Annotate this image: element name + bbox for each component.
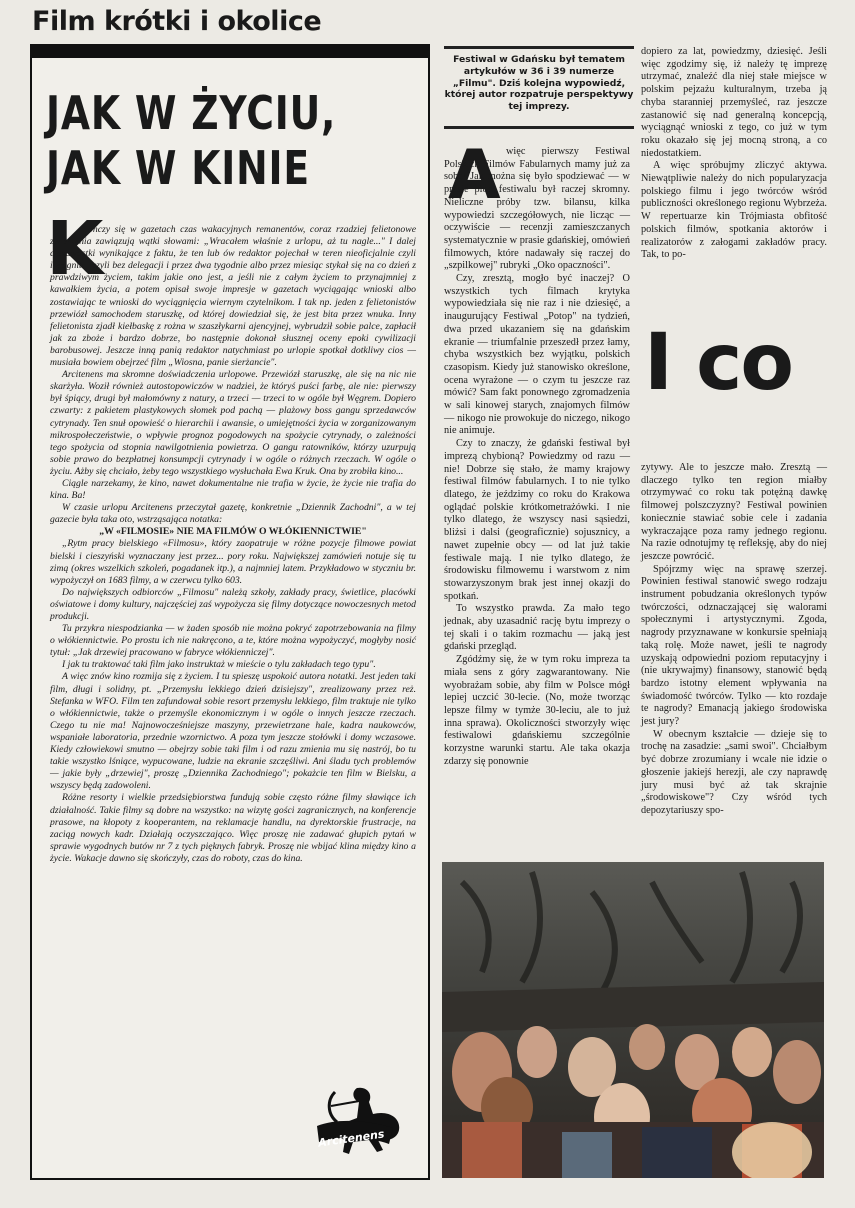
logo-label: Arcitenens xyxy=(317,1127,386,1150)
article-paragraph: A więc spróbujmy zliczyć aktywa. Niewątpliwie należy do nich popularyzacja polskiego filmu i jego twórców wśród publiczności określonego regionu Wybrzeża. W repertuarze kin Trójmiasta obfitość polskich filmów, spotkania aktorów i realizatorów z załogami zakładów pracy. Tak, to po- xyxy=(641,160,827,261)
festival-crowd-photo xyxy=(442,862,824,1178)
article-paragraph: To wszystko prawda. Za mało tego jednak, aby uzasadnić rację bytu imprezy o tej skali i o takim rozmachu — jaką jest gdański przegląd. xyxy=(444,603,630,653)
intro-rule-top xyxy=(444,46,634,49)
main-paragraph: W czasie urlopu Arcitenens przeczytał gazetę, konkretnie „Dziennik Zachodni", a w tej gazecie była taka oto, wstrząsająca notatka: xyxy=(50,502,416,526)
main-paragraph: I jak tu traktować taki film jako instruktaż w mieście o tylu zakładach tego typu". xyxy=(62,659,376,671)
column-box-top-bar xyxy=(30,44,430,58)
main-paragraph: Tu przykra niespodzianka — w żaden sposób nie można pokryć zapotrzebowania na filmy o włókiennictwie. Po prostu ich nie nakręcono, a te, które można wypożyczyć, mogłyby nosić tytuł: „Jak drzewiej pracowano w fabryce włókienniczej". xyxy=(50,623,416,659)
main-paragraph: Różne resorty i wielkie przedsiębiorstwa fundują sobie często różne filmy sławiące ich działalność. Takie filmy są dobre na wszystko: na wizytę gości zagranicznych, na konferencje prasowe, na kłopoty z kooperantem, na reklamacje handlu, na dyrektorskie frustracje, na zaciąg nowych kadr. Działają oczyszczająco. Więc proszę nie zadawać głupich pytań w sprawie wygodnych butów nr 7 z tych pięknych fabryk. Proszę nie wbijać klina między kino a życie. Wakacje dawno się skończyły, czas do roboty, czas do kina. xyxy=(50,792,416,864)
main-paragraph: Arcitenens ma skromne doświadczenia urlopowe. Przewiózł staruszkę, ale się na nic nie skarżyła. Woził również autostopowiczów w nadziei, że któryś puści farbę, ale nie: pierwszy był śpiący, drugi był małomówny z natury, a trzeci — trzeci to w ogóle był Węgrem. Dopiero czwarty: z pakietem plastykowych słomek pod pachą — plażowy boss gangu sprzedawców cytrynady. Ten snuł opowieść o hierarchii i awansie, o umiejętności życia w zorganizowanym mikrospołeczeństwie, o wpływie prognoz pogodowych na spożycie cytrynady, o zależności tego spożycia od stopnia nawilgotnienia powietrza. O gangu ratowników, którzy uzurpują sobie prawo do bezpłatnej konsumpcji cytrynady i w ogóle o różnych rzeczach. W ogóle o życiu. Ażby się chciało, żeby tego wszystkiego wysłuchała Ewa Kruk. Ona by zrobiła kino... xyxy=(50,369,416,477)
main-paragraph: Ciągle narzekamy, że kino, nawet dokumentalne nie trafia w życie, że życie nie trafia do kina. Ba! xyxy=(50,477,416,502)
dropcap-k: K xyxy=(46,206,104,292)
article-paragraph: dopiero za lat, powiedzmy, dziesięć. Jeśli więc zgodzimy się, iż należy tę imprezę utrzymać, znaleźć dla niej stałe miejsce w polskim pejzażu kulturalnym, trzeba ją chyba staranniej przemyśleć, raz jeszcze zastanowić się nad generalną koncepcją, wyciągnąć wnioski z tego, co już w tym roku okazało się jej mocną stroną, a co niedostatkiem. xyxy=(641,46,827,159)
section-header: Film krótki i okolice xyxy=(32,6,322,37)
main-paragraph: Do największych odbiorców „Filmosu" należą szkoły, zakłady pracy, świetlice, placówki oświatowe i domy kultury, najczęściej zaś wypożycza się filmy dotyczące nowoczesnych metod produkcji. xyxy=(50,586,416,622)
article-paragraph: Czy to znaczy, że gdański festiwal był imprezą chybioną? Powiedzmy od razu — nie! Dobrze się stało, że mamy krajowy festiwal filmów fabularnych. I to nie tylko dlatego, że jeździmy co roku do Krakowa oglądać polskie krótkometrażówki. I nie tylko dlatego, że wszyscy nasi sąsiedzi, bliżsi i dalsi (geograficznie) sojusznicy, a nawet zupełnie obcy — od lat już takie festiwale mają. I nie tylko dlatego, że środowisku filmowemu i warstwom z nim stowarzyszonym brak jest innej okazji do spotkań. xyxy=(444,438,630,602)
article-paragraph: zytywy. Ale to jeszcze mało. Zresztą — dlaczego tylko ten region miałby otrzymywać co roku tak potężną dawkę filmowej polszczyzny? Festiwal powinien koniecznie stawiać sobie cele i zadania wykraczające poza ramy jednego regionu. Na razie odnotujmy tę refleksję, aby do niej jeszcze powrócić. xyxy=(641,462,827,562)
main-article-body xyxy=(50,224,416,865)
main-paragraph: A więc znów kino rozmija się z życiem. I tu spieszę uspokoić autora notatki. Jest jeden taki film, długi i solidny, pt. „Przemysłu lekkiego dzień dzisiejszy", zrealizowany przez reż. Stefanka w WFO. Film ten zafundował sobie resort przemysłu lekkiego, film traktuje nie tylko o włókiennictwie, także o przemyśle ekonomicznym i w ogóle o innych jeszcze rzeczach. Czego tu nie ma! Najnowocześniejsze maszyny, przewietrzane hale, kadra naukowców, wspaniałe laboratoria, przednie wzornictwo. A poza tym jeszcze stołówki i domy wczasowe. Kiedy człowiekowi smutno — obejrzy sobie taki film i od razu zmienia mu się nastrój, bo tu takie wszystko lśniące, wypucowane, ludzie na ekranie szczęśliwi. Ani śladu tych problemów — jakie były „drzewiej", proszę „Dziennika Zachodniego"; pokażcie ten film w Bielsku, a wszyscy będą zadowoleni. xyxy=(50,671,416,792)
intro-note: Festiwal w Gdańsku był tematem artykułów w 36 i 39 numerze „Filmu". Dziś kolejna wypowiedź, której autor rozpatruje perspektywy tej imprezy. xyxy=(444,54,634,113)
article-paragraph: więc pierwszy Festiwal Polskich Filmów Fabularnych mamy już za sobą! Jak można się było spodziewać — w prasie plon festiwalu był raczej skromny. Nieliczne próby tzw. bilansu, kilka wypowiedzi szczegółowych, nie licząc — oczywiście — recenzji zamieszczanych systematycznie w prasie gdańskiej, omówień filmowych, które nadawały się raczej do „szpilkowej" rubryki „Oko opaczności". xyxy=(444,146,630,272)
quoted-notice-title: „W «FILMOSIE» NIE MA FILMÓW O WŁÓKIENNICTWIE" xyxy=(99,526,367,538)
main-paragraph: „Rytm pracy bielskiego «Filmosu», który zaopatruje w różne pozycje filmowe powiat bielski i cieszyński wyznaczany jest przez... pory roku. Największej zamówień notuje się tu zimą (okres wszelkich szkoleń, pogadanek itp.), a najmniej latem. Przykładowo w styczniu br. wypożyczył on 1683 filmy, a w czerwcu tylko 603. xyxy=(50,538,416,586)
archer-centaur-icon xyxy=(297,1078,407,1158)
main-paragraph: ończy się w gazetach czas wakacyjnych remanentów, coraz rzadziej felietonowe zwierzenia zawiązują wątki słowami: „Wracałem właśnie z urlopu, aż tu nagle..." I dalej ciekawostki wynikające z faktu, że ten lub ów redaktor pojechał w teren nieoficjalnie czyli incognito, czyli bez delegacji i przez dwa tygodnie albo przez miesiąc stykał się na co dzień z prawdziwym życiem, takim jakie ono jest, a jeśli nie z całym życiem to przynajmniej z kawałkiem życia, a potem opisał swoje impresje w gazetach wyciągając wnioski albo zostawiając te wnioski do wyciągnięcia wiernym czytelnikom. I tak np. jeden z felietonistów przewiózł samochodem staruszkę, od której dowiedział się, że jest bita przez wnuka. Inny felietonista zjadł kiełbaskę z rożna w szaszłykarni ajencyjnej, wybrudził sobie palce, zapłacił jak za zboże i bardzo dobrze, bo następnie dokonał słusznej oceny epoki cywilizacji barobusowej. Jeszcze inną panią redaktor natychmiast po urlopie spotkał dotkliwy cios — musiała bowiem obejrzeć film „Wiosna, panie sierżancie". xyxy=(50,224,416,369)
article-paragraph: Spójrzmy więc na sprawę szerzej. Powinien festiwal stanowić swego rodzaju instrument pobudzania określonych typów twórczości, odznaczającej się walorami społecznymi i artystycznymi. Zgoda, nagrody przyznawane w konkursie spełniają taką rolę. Może nawet, jeśli te nagrody uzyskają odpowiedni poziom reputacyjny i (nie ukrywajmy) finansowy, stanowić będą bardzo istotny element wpływania na świadomość twórców. Tylko — kto rozdaje te nagrody? Emanacją jakiego środowiska jest jury? xyxy=(641,563,827,728)
article-column-3-bottom xyxy=(641,462,827,818)
article-paragraph: W obecnym kształcie — dzieje się to trochę na zasadzie: „sami swoi". Chciałbym być dobrze zrozumiany i wcale nie idzie o głoszenie jakiejś herezji, ale czy naprawdę jury musi być aż tak skrajnie „środowiskowe"? Czy wśród tych depozytariuszy spo- xyxy=(641,728,827,816)
dropcap-a: A xyxy=(448,136,501,215)
headline-line-2: JAK W KINIE xyxy=(46,141,310,195)
article-column-3-top xyxy=(641,46,827,262)
headline xyxy=(46,86,336,196)
intro-rule-bottom xyxy=(444,126,634,129)
article-paragraph: Zgódźmy się, że w tym roku impreza ta miała sens z góry zagwarantowany. Nie wyobrażam sobie, aby film w Polsce mógł lepiej uczcić 30-lecie. (No, może tworząc lepsze filmy w tymże 30-leciu, ale to już inna sprawa). Okoliczności stworzyły więc festiwalowi gdańskiemu szczególnie korzystne warunki startu. Ale taka okazja zdarzy się ponownie xyxy=(444,654,630,767)
article-paragraph: Czy, zresztą, mogło być inaczej? O wszystkich tych filmach krytyka wypowiedziała się nie raz i nie dziesięć, a inaugurujący Festiwal „Potop" na tydzień, dwa przed ukazaniem się na gdańskim ekranie — triumfalnie przeszedł przez łamy, chyba wszystkich bez wyjątku, polskich czasopism. Kiedy już stanowisko określone, ocena wyrażone — o czym tu jeszcze raz mówić? Sam fakt ponownego zgromadzenia w sali kinowej starych, znajomych filmów — nikogo nie prowokuje do niczego, nikogo nie animuje. xyxy=(444,273,630,437)
article-column-2 xyxy=(444,136,630,768)
headline-line-1: JAK W ŻYCIU, xyxy=(46,86,337,140)
pull-quote-headline: I co xyxy=(644,318,792,408)
